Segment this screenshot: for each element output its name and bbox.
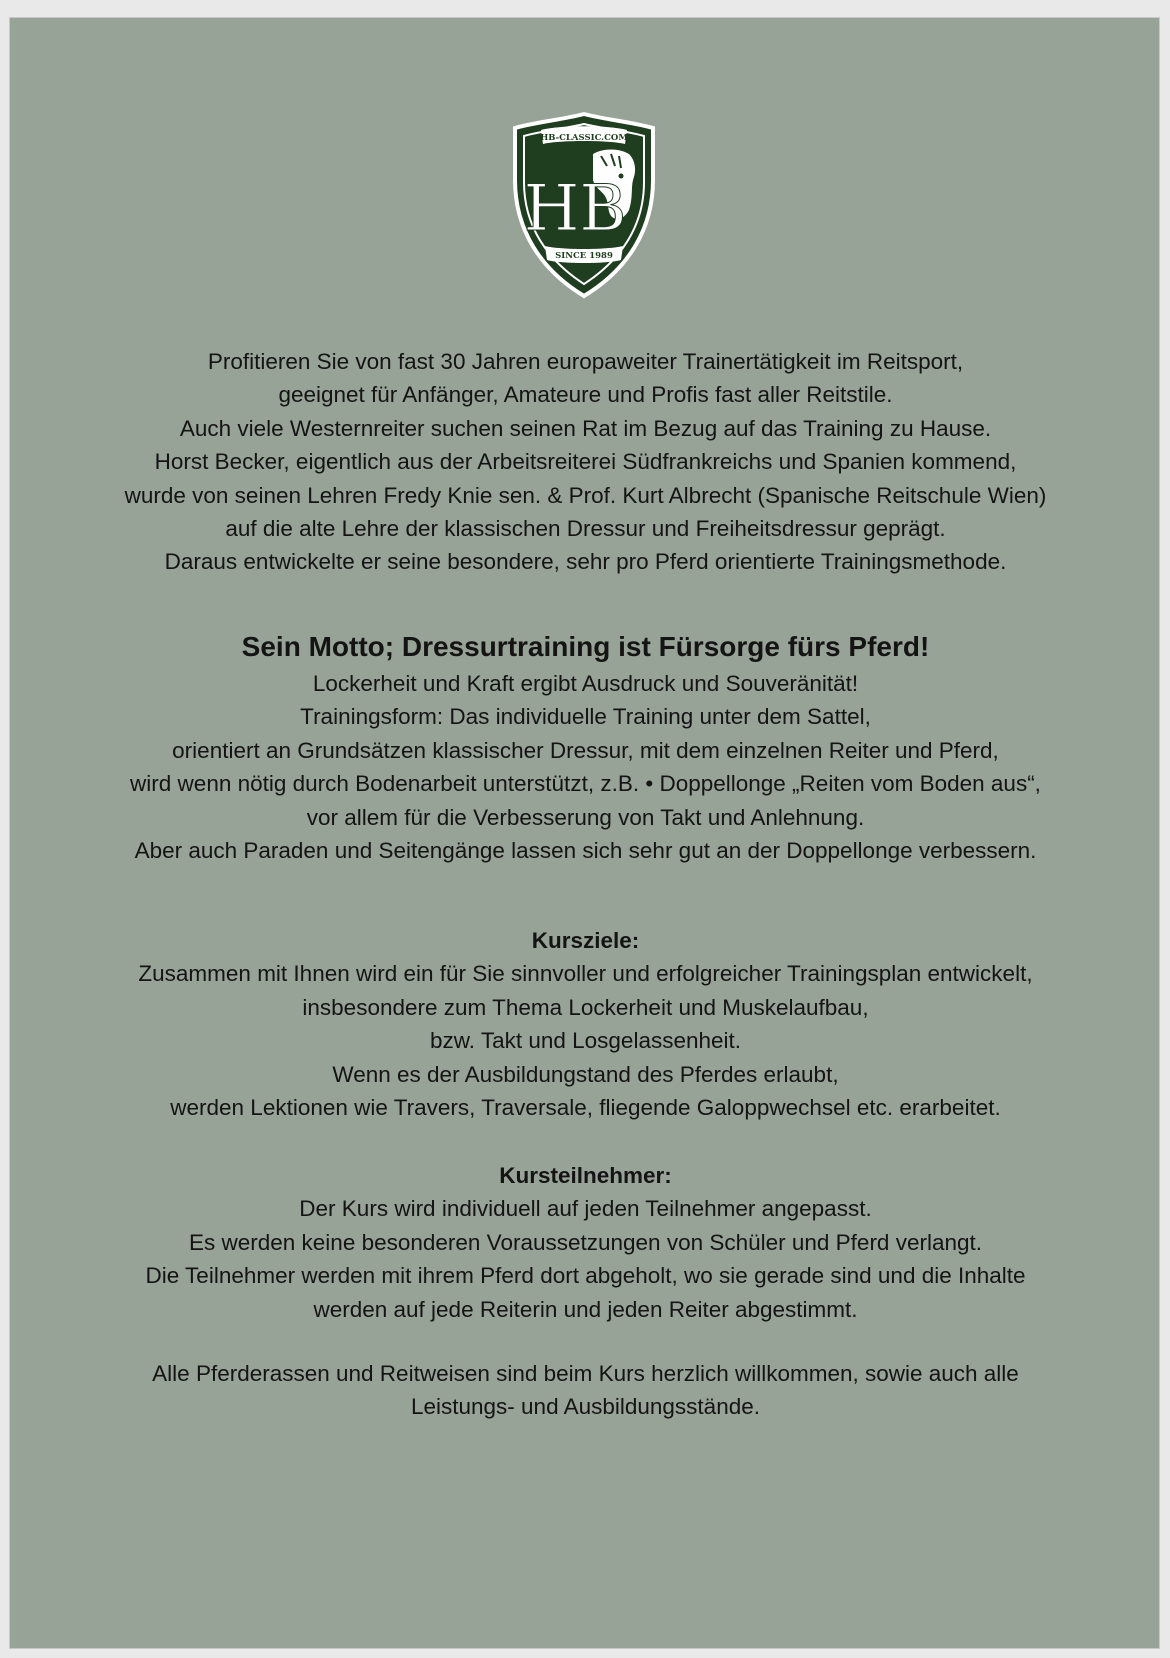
hb-classic-logo xyxy=(511,110,657,300)
document-page xyxy=(9,17,1160,1649)
goals-line: werden Lektionen wie Travers, Traversale, fliegende Galoppwechsel etc. erarbeitet. xyxy=(170,1095,1001,1121)
participants-line: Es werden keine besonderen Voraussetzungen von Schüler und Pferd verlangt. xyxy=(188,1229,982,1255)
goals-section xyxy=(10,924,1161,1124)
motto-title: Sein Motto; Dressurtraining ist Fürsorge fürs Pferd! xyxy=(241,631,930,662)
logo-top-text: HB-CLASSIC.COM xyxy=(540,133,628,143)
goals-line: bzw. Takt und Losgelassenheit. xyxy=(429,1028,742,1054)
closing-section xyxy=(10,1357,1161,1424)
goals-line: Wenn es der Ausbildungstand des Pferdes erlaubt, xyxy=(332,1061,839,1087)
closing-line: Alle Pferderassen und Reitweisen sind beim Kurs herzlich willkommen, sowie auch alle xyxy=(152,1361,1019,1386)
goals-heading: Kursziele: xyxy=(531,928,640,953)
participants-line: werden auf jede Reiterin und jeden Reiter abgestimmt. xyxy=(313,1296,858,1322)
closing-line: Leistungs- und Ausbildungsstände. xyxy=(410,1394,760,1420)
motto-section xyxy=(10,627,1161,867)
participants-section xyxy=(10,1159,1161,1326)
motto-line: orientiert an Grundsätzen klassischer Dressur, mit dem einzelnen Reiter und Pferd, xyxy=(172,737,999,763)
intro-line: Auch viele Westernreiter suchen seinen Rat im Bezug auf das Training zu Hause. xyxy=(179,415,992,441)
intro-section xyxy=(10,345,1161,579)
motto-line: Lockerheit und Kraft ergibt Ausdruck und Souveränität! xyxy=(312,671,859,696)
intro-line: geeignet für Anfänger, Amateure und Profis fast aller Reitstile. xyxy=(278,382,893,408)
intro-line: Profitieren Sie von fast 30 Jahren europaweiter Trainertätigkeit im Reitsport, xyxy=(207,349,964,374)
participants-line: Die Teilnehmer werden mit ihrem Pferd dort abgeholt, wo sie gerade sind und die Inhalte xyxy=(145,1263,1026,1289)
intro-line: auf die alte Lehre der klassischen Dressur und Freiheitsdressur geprägt. xyxy=(225,516,946,542)
motto-line: Aber auch Paraden und Seitengänge lassen sich sehr gut an der Doppellonge verbessern. xyxy=(134,838,1037,864)
shield-logo-icon xyxy=(511,110,657,300)
goals-line: Zusammen mit Ihnen wird ein für Sie sinnvoller und erfolgreicher Trainingsplan entwickelt, xyxy=(138,961,1033,987)
intro-line: Daraus entwickelte er seine besondere, sehr pro Pferd orientierte Trainingsmethode. xyxy=(164,549,1007,575)
participants-line: Der Kurs wird individuell auf jeden Teilnehmer angepasst. xyxy=(299,1196,872,1222)
logo-monogram: HB xyxy=(523,172,627,246)
motto-line: wird wenn nötig durch Bodenarbeit unterstützt, z.B. • Doppellonge „Reiten vom Boden aus“, xyxy=(130,771,1041,797)
intro-line: Horst Becker, eigentlich aus der Arbeitsreiterei Südfrankreichs und Spanien kommend, xyxy=(154,449,1017,475)
goals-line: insbesondere zum Thema Lockerheit und Muskelaufbau, xyxy=(302,994,869,1020)
participants-heading: Kursteilnehmer: xyxy=(499,1163,672,1188)
intro-line: wurde von seinen Lehren Fredy Knie sen. & Prof. Kurt Albrecht (Spanische Reitschule Wien) xyxy=(124,482,1047,508)
logo-bottom-text: SINCE 1989 xyxy=(555,251,613,261)
motto-line: Trainingsform: Das individuelle Training unter dem Sattel, xyxy=(300,704,871,730)
motto-line: vor allem für die Verbesserung von Takt und Anlehnung. xyxy=(306,804,865,830)
